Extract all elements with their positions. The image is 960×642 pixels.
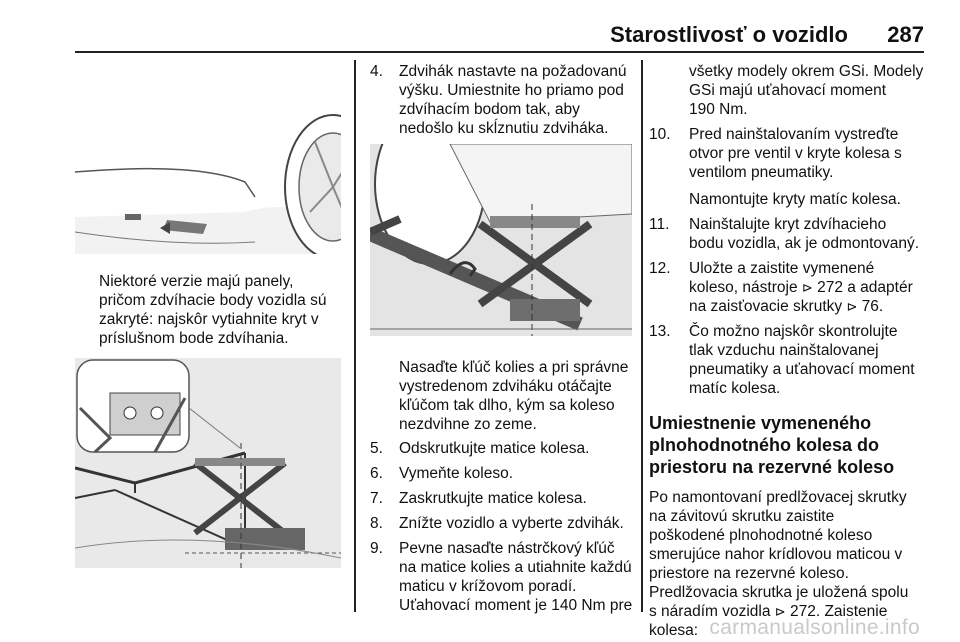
- note-line-2: vystredenom zdviháku otáčajte: [399, 378, 612, 395]
- step-4-line-3: zdvíhacím bodom tak, aby: [399, 101, 580, 118]
- step-11-line-1: Nainštalujte kryt zdvíhacieho: [689, 216, 887, 233]
- step-12-text: koleso, nástroje: [689, 279, 802, 296]
- step-12-text: na zaisťovacie skrutky: [689, 298, 847, 315]
- step-7-line-1: Zaskrutkujte matice kolesa.: [399, 490, 587, 507]
- step-9-line-1: Pevne nasaďte nástrčkový kľúč: [399, 540, 615, 557]
- step-number: 12.: [649, 260, 671, 277]
- step-number: 9.: [370, 540, 383, 557]
- step-number: 10.: [649, 126, 671, 143]
- column-2: [370, 62, 634, 615]
- step-12-line-3: [689, 297, 931, 316]
- step-4: [370, 62, 634, 138]
- step-12: [649, 259, 931, 316]
- step-13-line-2: tlak vzduchu nainštalovanej: [689, 342, 879, 359]
- step-9-line-3: maticu v krížovom poradí.: [399, 578, 577, 595]
- page-reference-icon: ⊳: [846, 299, 858, 314]
- step-13: [649, 322, 931, 398]
- note-line-3: kľúčom tak dlho, kým sa koleso: [399, 397, 615, 414]
- step-11-line-2: bodu vozidla, ak je odmontovaný.: [689, 235, 920, 252]
- body-text: s náradím vozidla: [649, 603, 775, 620]
- heading-line-2: plnohodnotného kolesa do: [649, 435, 879, 455]
- scissor-jack-illustration: [75, 358, 341, 568]
- body-line-4: smerujúce nahor krídlovou maticou v: [649, 546, 903, 563]
- page-reference-icon: ⊳: [774, 604, 786, 619]
- column-divider-2: [641, 60, 643, 612]
- body-line-1: Po namontovaní predlžovacej skrutky: [649, 489, 907, 506]
- continuation-line-3: 190 Nm.: [689, 101, 748, 118]
- step-5-line-1: Odskrutkujte matice kolesa.: [399, 440, 590, 457]
- step-9-line-2: na matice kolies a utiahnite každú: [399, 559, 632, 576]
- page-reference-icon: ⊳: [801, 280, 813, 295]
- step-6: [370, 464, 634, 483]
- caption-line-3: zakryté: najskôr vytiahnite kryt v: [99, 311, 319, 328]
- step-9-continuation: [649, 62, 931, 119]
- continuation-line-2: GSi majú uťahovací moment: [689, 82, 887, 99]
- step-9-line-4: Uťahovací moment je 140 Nm pre: [399, 597, 633, 614]
- step-12-line-1: Uložte a zaistite vymenené: [689, 260, 875, 277]
- step-number: 6.: [370, 465, 383, 482]
- step-number: 4.: [370, 63, 383, 80]
- body-line-8: kolesa:: [649, 622, 699, 639]
- step-5: [370, 439, 634, 458]
- step-number: 13.: [649, 323, 671, 340]
- page-reference-link[interactable]: 272. Zaistenie: [785, 603, 888, 620]
- step-4-line-4: nedošlo ku skĺznutiu zdviháka.: [399, 120, 609, 137]
- heading-line-3: priestoru na rezervné koleso: [649, 457, 895, 477]
- page-reference-link[interactable]: 272 a adaptér: [812, 279, 913, 296]
- step-8: [370, 514, 634, 533]
- continuation-line-1: všetky modely okrem GSi. Modely: [689, 63, 924, 80]
- column-divider-1: [354, 60, 356, 612]
- step-10-line-3: ventilom pneumatiky.: [689, 164, 834, 181]
- step-10-extra: Namontujte kryty matíc kolesa.: [689, 191, 901, 208]
- page-reference-link[interactable]: 76.: [857, 298, 884, 315]
- step-13-line-1: Čo možno najskôr skontrolujte: [689, 323, 898, 340]
- step-12-line-2: [689, 278, 931, 297]
- caption-line-4: príslušnom bode zdvíhania.: [99, 330, 289, 347]
- column-1: [75, 62, 341, 568]
- step-10-line-2: otvor pre ventil v kryte kolesa s: [689, 145, 902, 162]
- heading-line-1: Umiestnenie vymeneného: [649, 413, 872, 433]
- body-line-5: priestore na rezervné koleso.: [649, 565, 849, 582]
- step-13-line-4: matíc kolesa.: [689, 380, 781, 397]
- section-heading: [649, 412, 931, 478]
- step-10-line-1: Pred nainštalovaním vystreďte: [689, 126, 899, 143]
- page-header: [0, 0, 960, 58]
- step-4-line-1: Zdvihák nastavte na požadovanú: [399, 63, 627, 80]
- step-9: [370, 539, 634, 615]
- header-rule: [75, 51, 924, 53]
- step-11: [649, 215, 931, 253]
- step-6-line-1: Vymeňte koleso.: [399, 465, 514, 482]
- body-line-2: na závitovú skrutku zaistite: [649, 508, 835, 525]
- step-number: 5.: [370, 440, 383, 457]
- jack-cover-illustration: [75, 62, 341, 254]
- watermark: carmanualsonline.info: [709, 616, 920, 639]
- step-number: 11.: [649, 216, 670, 233]
- body-line-3: poškodené plnohodnotné koleso: [649, 527, 873, 544]
- step-8-line-1: Znížte vozidlo a vyberte zdvihák.: [399, 515, 624, 532]
- note-line-4: nezdvihne zo zeme.: [399, 416, 537, 433]
- section-title: Starostlivosť o vozidlo: [610, 22, 848, 47]
- page-number: 287: [887, 22, 924, 47]
- caption-line-1: Niektoré verzie majú panely,: [99, 273, 294, 290]
- step-number: 8.: [370, 515, 383, 532]
- step-10: [649, 125, 931, 209]
- step-number: 7.: [370, 490, 383, 507]
- caption-line-2: pričom zdvíhacie body vozidla sú: [99, 292, 327, 309]
- step-4-line-2: výšku. Umiestnite ho priamo pod: [399, 82, 624, 99]
- step-7: [370, 489, 634, 508]
- jack-lift-illustration: [370, 144, 632, 336]
- note-line-1: Nasaďte kľúč kolies a pri správne: [399, 359, 629, 376]
- body-line-6: Predlžovacia skrutka je uložená spolu: [649, 584, 909, 601]
- column-3: [649, 62, 931, 640]
- step-13-line-3: pneumatiky a uťahovací moment: [689, 361, 915, 378]
